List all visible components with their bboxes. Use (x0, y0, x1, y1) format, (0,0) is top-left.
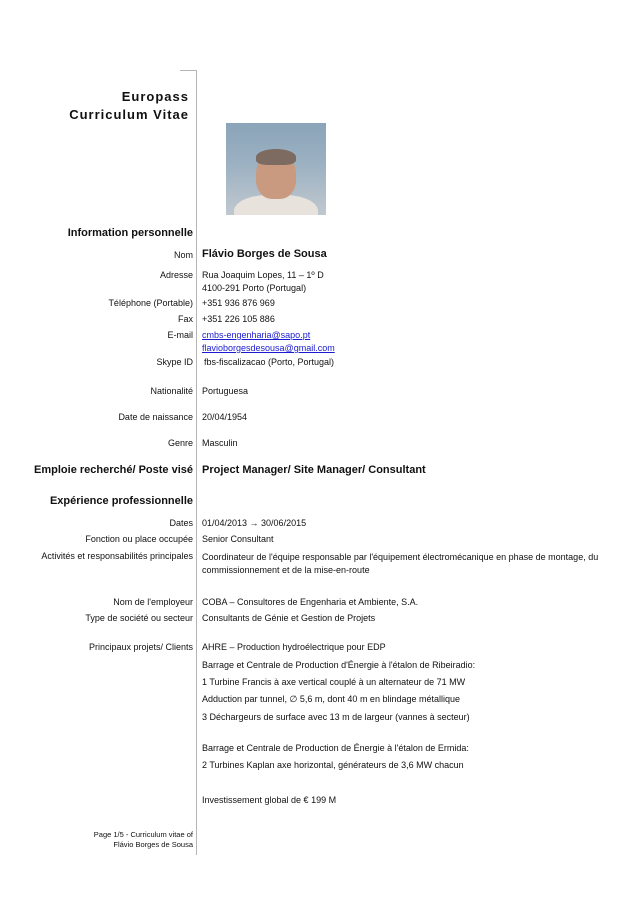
label-fax: Fax (177, 314, 193, 324)
email-link-2[interactable]: flavioborgesdesousa@gmail.com (202, 343, 335, 353)
projet-line: Barrage et Centrale de Production d'Énergie à l'étalon de Ribeiradio: (202, 660, 476, 670)
value-activites: Coordinateur de l'équipe responsable par l'équipement électromécanique en phase de montage, du commissionnement et de la mise-en-route (202, 552, 599, 575)
label-activites: Activités et responsabilités principales (41, 551, 193, 561)
value-fonction: Senior Consultant (202, 534, 274, 544)
profile-photo (226, 123, 326, 215)
projet-line: Investissement global de € 199 M (202, 795, 337, 805)
projet-line: 1 Turbine Francis à axe vertical couplé à un alternateur de 71 MW (202, 677, 466, 687)
value-nationalite: Portuguesa (202, 386, 249, 396)
footer-page-number: Page 1/5 - Curriculum vitae of (93, 830, 193, 839)
label-adresse: Adresse (159, 270, 193, 280)
value-emploi-recherche: Project Manager/ Site Manager/ Consultant (202, 464, 426, 476)
label-email: E-mail (167, 330, 193, 340)
label-nationalite: Nationalité (150, 386, 193, 396)
value-fax: +351 226 105 886 (202, 314, 275, 324)
value-skype: fbs-fiscalizacao (Porto, Portugal) (204, 357, 335, 367)
value-adresse-line1: Rua Joaquim Lopes, 11 – 1º D (202, 270, 324, 280)
footer-name: Flávio Borges de Sousa (113, 840, 193, 849)
label-secteur: Type de société ou secteur (85, 613, 193, 623)
cv-title (69, 88, 189, 124)
page-footer (94, 830, 193, 850)
label-projets: Principaux projets/ Clients (88, 642, 193, 652)
value-nom: Flávio Borges de Sousa (202, 248, 327, 260)
column-divider (196, 70, 197, 855)
value-secteur: Consultants de Génie et Gestion de Projets (202, 613, 376, 623)
projet-line: 3 Déchargeurs de surface avec 13 m de largeur (vannes à secteur) (202, 712, 470, 722)
label-telephone: Téléphone (Portable) (108, 298, 193, 308)
value-dates: 01/04/2013 → 30/06/2015 (202, 518, 307, 528)
value-genre: Masculin (202, 438, 238, 448)
label-genre: Genre (167, 438, 193, 448)
value-adresse-line2: 4100-291 Porto (Portugal) (202, 283, 307, 293)
title-curriculum-vitae: Curriculum Vitae (69, 107, 189, 122)
projet-line: 2 Turbines Kaplan axe horizontal, générateurs de 3,6 MW chacun (202, 760, 464, 770)
label-employeur: Nom de l'employeur (113, 597, 193, 607)
value-date-naissance: 20/04/1954 (202, 412, 248, 422)
projet-line: Adduction par tunnel, ∅ 5,6 m, dont 40 m en blindage métallique (202, 694, 461, 704)
section-personal-info: Information personnelle (67, 227, 193, 239)
email-link-1[interactable]: cmbs-engenharia@sapo.pt (202, 330, 311, 340)
label-emploi-recherche: Emploie recherché/ Poste visé (34, 464, 193, 476)
label-nom: Nom (173, 250, 193, 260)
label-fonction: Fonction ou place occupée (85, 534, 193, 544)
label-date-naissance: Date de naissance (118, 412, 193, 422)
section-experience: Expérience professionnelle (49, 495, 193, 507)
divider-top-mark (180, 70, 197, 71)
projet-line: Barrage et Centrale de Production de Énergie à l'étalon de Ermida: (202, 743, 469, 753)
value-telephone: +351 936 876 969 (202, 298, 275, 308)
label-skype: Skype ID (156, 357, 193, 367)
value-employeur: COBA – Consultores de Engenharia et Ambiente, S.A. (202, 597, 419, 607)
title-europass: Europass (121, 89, 189, 104)
label-dates: Dates (169, 518, 193, 528)
projet-line: AHRE – Production hydroélectrique pour EDP (202, 642, 386, 652)
